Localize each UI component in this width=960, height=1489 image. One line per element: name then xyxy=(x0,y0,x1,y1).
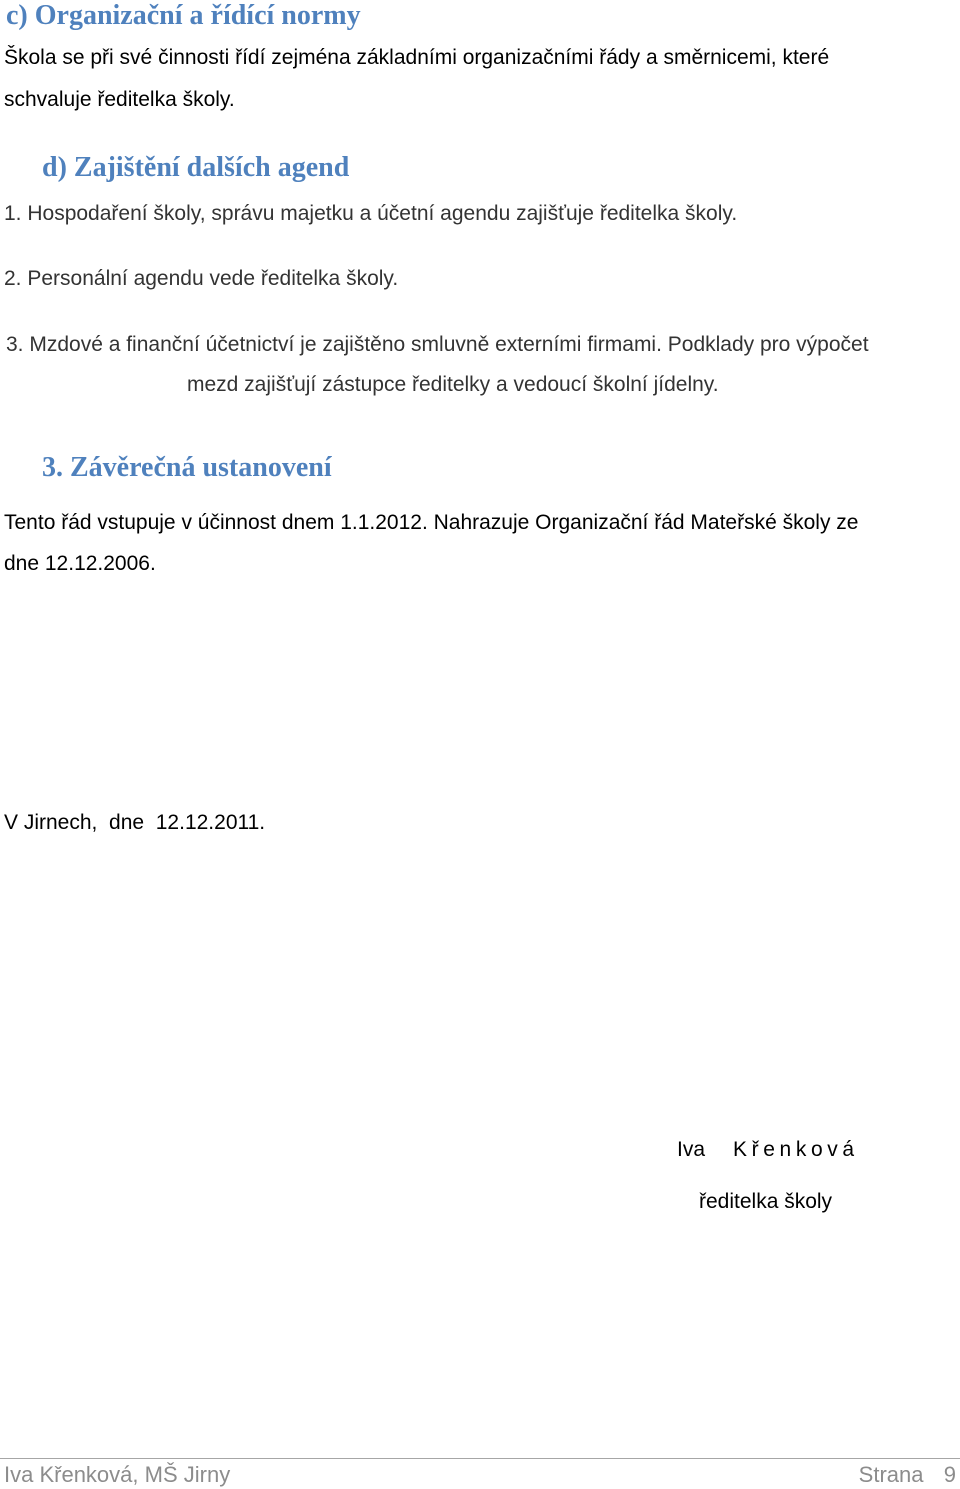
footer-divider xyxy=(0,1458,960,1459)
section-d-item-3-continuation: mezd zajišťují zástupce ředitelky a vedoucí školní jídelny. xyxy=(187,373,719,396)
section-c-paragraph-line2: schvaluje ředitelka školy. xyxy=(4,88,235,111)
section-d-item-1: 1. Hospodaření školy, správu majetku a účetní agendu zajišťuje ředitelka školy. xyxy=(4,202,738,225)
section-3-paragraph-line1: Tento řád vstupuje v účinnost dnem 1.1.2012. Nahrazuje Organizační řád Mateřské školy ze xyxy=(4,511,859,534)
section-d-item-3: 3. Mzdové a finanční účetnictví je zajištěno smluvně externími firmami. Podklady pro výpočet xyxy=(6,333,869,356)
section-d-item-2: 2. Personální agendu vede ředitelka školy. xyxy=(4,267,399,290)
section-d-heading: d) Zajištění dalších agend xyxy=(42,152,350,183)
section-c-heading: c) Organizační a řídící normy xyxy=(6,0,361,31)
signature-name xyxy=(677,1138,859,1162)
section-c-paragraph-line1: Škola se při své činnosti řídí zejména základními organizačními řády a směrnicemi, které xyxy=(4,46,830,69)
footer-page-number: 9 xyxy=(943,1462,956,1487)
signature-surname: Křenková xyxy=(733,1138,859,1161)
place-date: V Jirnech, dne 12.12.2011. xyxy=(4,811,266,834)
signature-title: ředitelka školy xyxy=(699,1190,833,1213)
footer-page-label: Strana xyxy=(858,1462,924,1487)
footer-author: Iva Křenková, MŠ Jirny xyxy=(4,1462,231,1487)
section-3-heading: 3. Závěrečná ustanovení xyxy=(42,452,332,483)
section-3-paragraph-line2: dne 12.12.2006. xyxy=(4,552,156,575)
signature-first-name: Iva xyxy=(677,1138,706,1161)
footer-page xyxy=(859,1462,956,1488)
